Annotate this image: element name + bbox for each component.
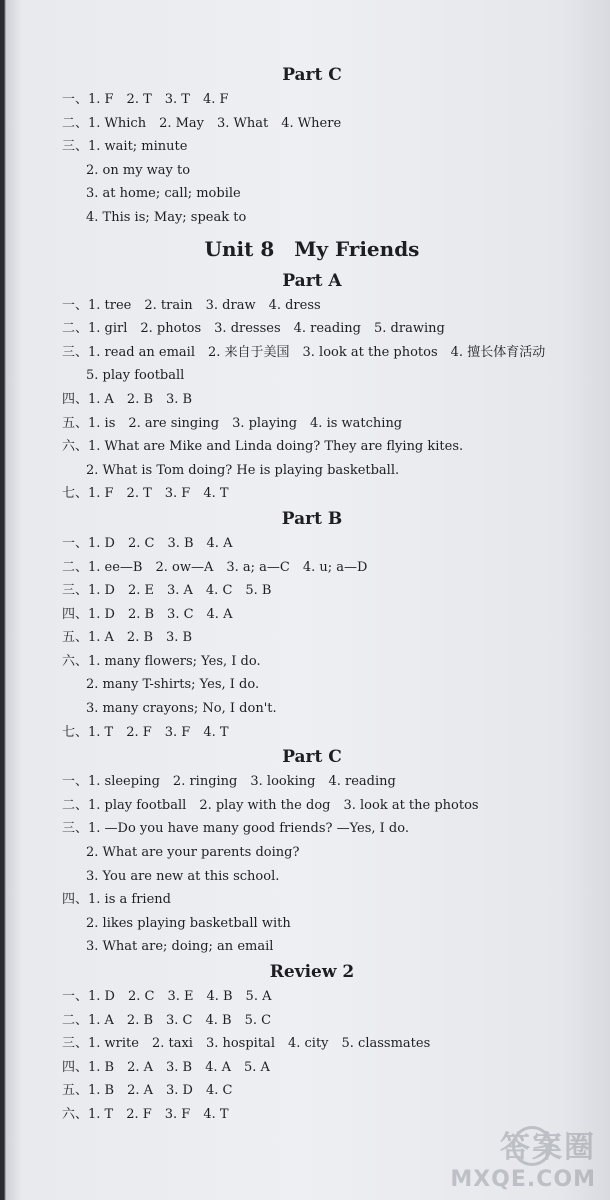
answer-line: 3. at home; call; mobile [86,186,241,202]
answer-line: 四、1. B 2. A 3. B 4. A 5. A [62,1059,270,1075]
answer-line: 五、1. A 2. B 3. B [62,630,193,646]
answer-line: 六、1. many flowers; Yes, I do. [62,653,261,669]
unit-title: Unit 8 My Friends [204,236,420,261]
answer-line: 三、1. —Do you have many good friends? —Yes, I do. [62,821,409,837]
section-heading: Part B [281,508,343,529]
answer-line: 3. You are new at this school. [86,868,280,884]
answer-line: 二、1. Which 2. May 3. What 4. Where [62,115,342,131]
watermark-logo [450,1122,600,1192]
answer-line: 七、1. T 2. F 3. F 4. T [62,724,229,740]
answer-line: 二、1. ee—B 2. ow—A 3. a; a—C 4. u; a—D [62,559,368,575]
answer-line: 四、1. D 2. B 3. C 4. A [62,606,233,622]
answer-line: 5. play football [86,368,185,384]
answer-line: 七、1. F 2. T 3. F 4. T [62,486,229,502]
answer-line: 2. on my way to [86,162,191,178]
answer-line: 三、1. wait; minute [62,139,188,155]
answer-line: 一、1. D 2. C 3. E 4. B 5. A [62,989,272,1004]
section-heading: Part C [282,65,342,85]
section-heading: Review 2 [269,962,355,982]
answer-line: 六、1. What are Mike and Linda doing? They are flying kites. [62,439,464,455]
answer-line: 一、1. F 2. T 3. T 4. F [62,92,229,107]
section-heading: Part C [282,747,342,768]
answer-line: 一、1. sleeping 2. ringing 3. looking 4. reading [62,774,396,790]
watermark-bottom-text: MXQE.COM [450,1167,596,1192]
answer-line: 四、1. is a friend [62,892,171,908]
answer-line: 三、1. D 2. E 3. A 4. C 5. B [62,583,272,599]
answer-line: 三、1. read an email 2. 来自于美国 3. look at the photos 4. 擅长体育活动 [62,344,546,360]
answer-line: 3. What are; doing; an email [86,939,274,955]
watermark-top-text: 答案圈 [500,1130,596,1165]
answer-line: 二、1. A 2. B 3. C 4. B 5. C [62,1012,272,1028]
answer-line: 3. many crayons; No, I don't. [86,701,277,717]
answer-line: 五、1. B 2. A 3. D 4. C [62,1083,233,1099]
answer-key-content [62,62,562,1127]
answer-line: 2. What is Tom doing? He is playing basketball. [86,462,400,478]
answer-line: 2. many T-shirts; Yes, I do. [86,677,260,693]
answer-line: 五、1. is 2. are singing 3. playing 4. is watching [62,415,403,431]
answer-line: 二、1. play football 2. play with the dog 3. look at the photos [62,797,479,813]
section-heading: Part A [282,270,342,291]
answer-line: 六、1. T 2. F 3. F 4. T [62,1106,229,1122]
answer-line: 一、1. tree 2. train 3. draw 4. dress [62,297,321,313]
answer-line: 2. likes playing basketball with [86,915,291,931]
answer-line: 4. This is; May; speak to [86,209,247,225]
answer-line: 2. What are your parents doing? [86,845,300,861]
answer-line: 三、1. write 2. taxi 3. hospital 4. city 5. classmates [62,1036,431,1052]
answer-line: 一、1. D 2. C 3. B 4. A [62,535,233,551]
answer-line: 四、1. A 2. B 3. B [62,391,193,407]
answer-line: 二、1. girl 2. photos 3. dresses 4. reading 5. drawing [62,321,445,337]
